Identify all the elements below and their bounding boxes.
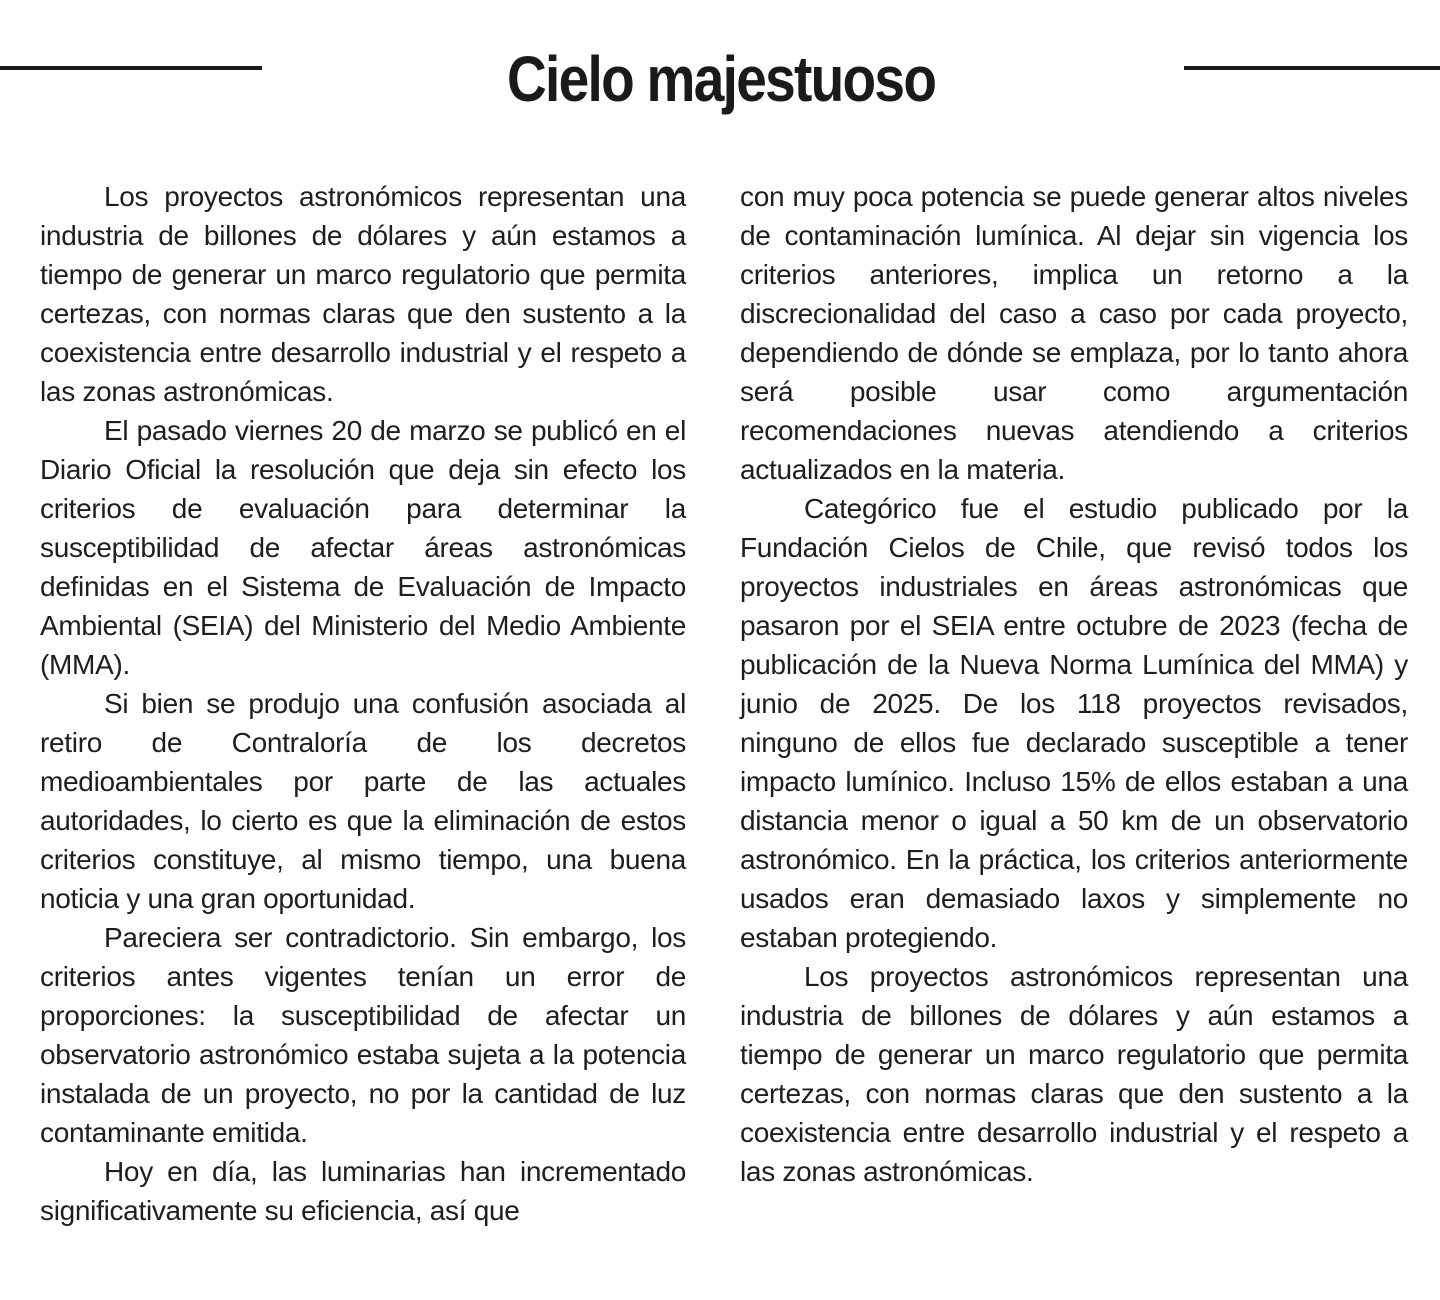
paragraph: Los proyectos astronómicos representan una industria de billones de dólares y aún estamos a tiempo de generar un marco regulatorio que permita certezas, con normas claras que den sustento a la coexistencia entre desarrollo industrial y el respeto a las zonas astronómicas. [40, 181, 686, 407]
article-column-left [40, 177, 686, 1230]
paragraph: El pasado viernes 20 de marzo se publicó en el Diario Oficial la resolución que deja sin efecto los criterios de evaluación para determinar la susceptibilidad de afectar áreas astronómicas definidas en el Sistema de Evaluación de Impacto Ambiental (SEIA) del Ministerio del Medio Ambiente (MMA). [40, 415, 686, 680]
paragraph: Si bien se produjo una confusión asociada al retiro de Contraloría de los decretos medioambientales por parte de las actuales autoridades, lo cierto es que la eliminación de estos criterios constituye, al mismo tiempo, una buena noticia y una gran oportunidad. [40, 688, 686, 914]
article-column-right [740, 177, 1408, 1191]
paragraph: Pareciera ser contradictorio. Sin embargo, los criterios antes vigentes tenían un error de proporciones: la susceptibilidad de afectar un observatorio astronómico estaba sujeta a la potencia instalada de un proyecto, no por la cantidad de luz contaminante emitida. [40, 922, 686, 1148]
article-title: Cielo majestuoso [507, 43, 936, 115]
title-rule-right [1184, 66, 1440, 70]
paragraph: Los proyectos astronómicos representan una industria de billones de dólares y aún estamos a tiempo de generar un marco regulatorio que permita certezas, con normas claras que den sustento a la coexistencia entre desarrollo industrial y el respeto a las zonas astronómicas. [740, 961, 1408, 1187]
paragraph: Hoy en día, las luminarias han incrementado significativamente su eficiencia, así que [40, 1156, 686, 1226]
paragraph-continued: con muy poca potencia se puede generar altos niveles de contaminación lumínica. Al dejar sin vigencia los criterios anteriores, implica un retorno a la discrecionalidad del caso a caso por cada proyecto, dependiendo de dónde se emplaza, por lo tanto ahora será posible usar como argumentación recomendaciones nuevas atendiendo a criterios actualizados en la materia. [740, 181, 1408, 485]
paragraph: Categórico fue el estudio publicado por la Fundación Cielos de Chile, que revisó todos los proyectos industriales en áreas astronómicas que pasaron por el SEIA entre octubre de 2023 (fecha de publicación de la Nueva Norma Lumínica del MMA) y junio de 2025. De los 118 proyectos revisados, ninguno de ellos fue declarado susceptible a tener impacto lumínico. Incluso 15% de ellos estaban a una distancia menor o igual a 50 km de un observatorio astronómico. En la práctica, los criterios anteriormente usados eran demasiado laxos y simplemente no estaban protegiendo. [740, 493, 1408, 953]
